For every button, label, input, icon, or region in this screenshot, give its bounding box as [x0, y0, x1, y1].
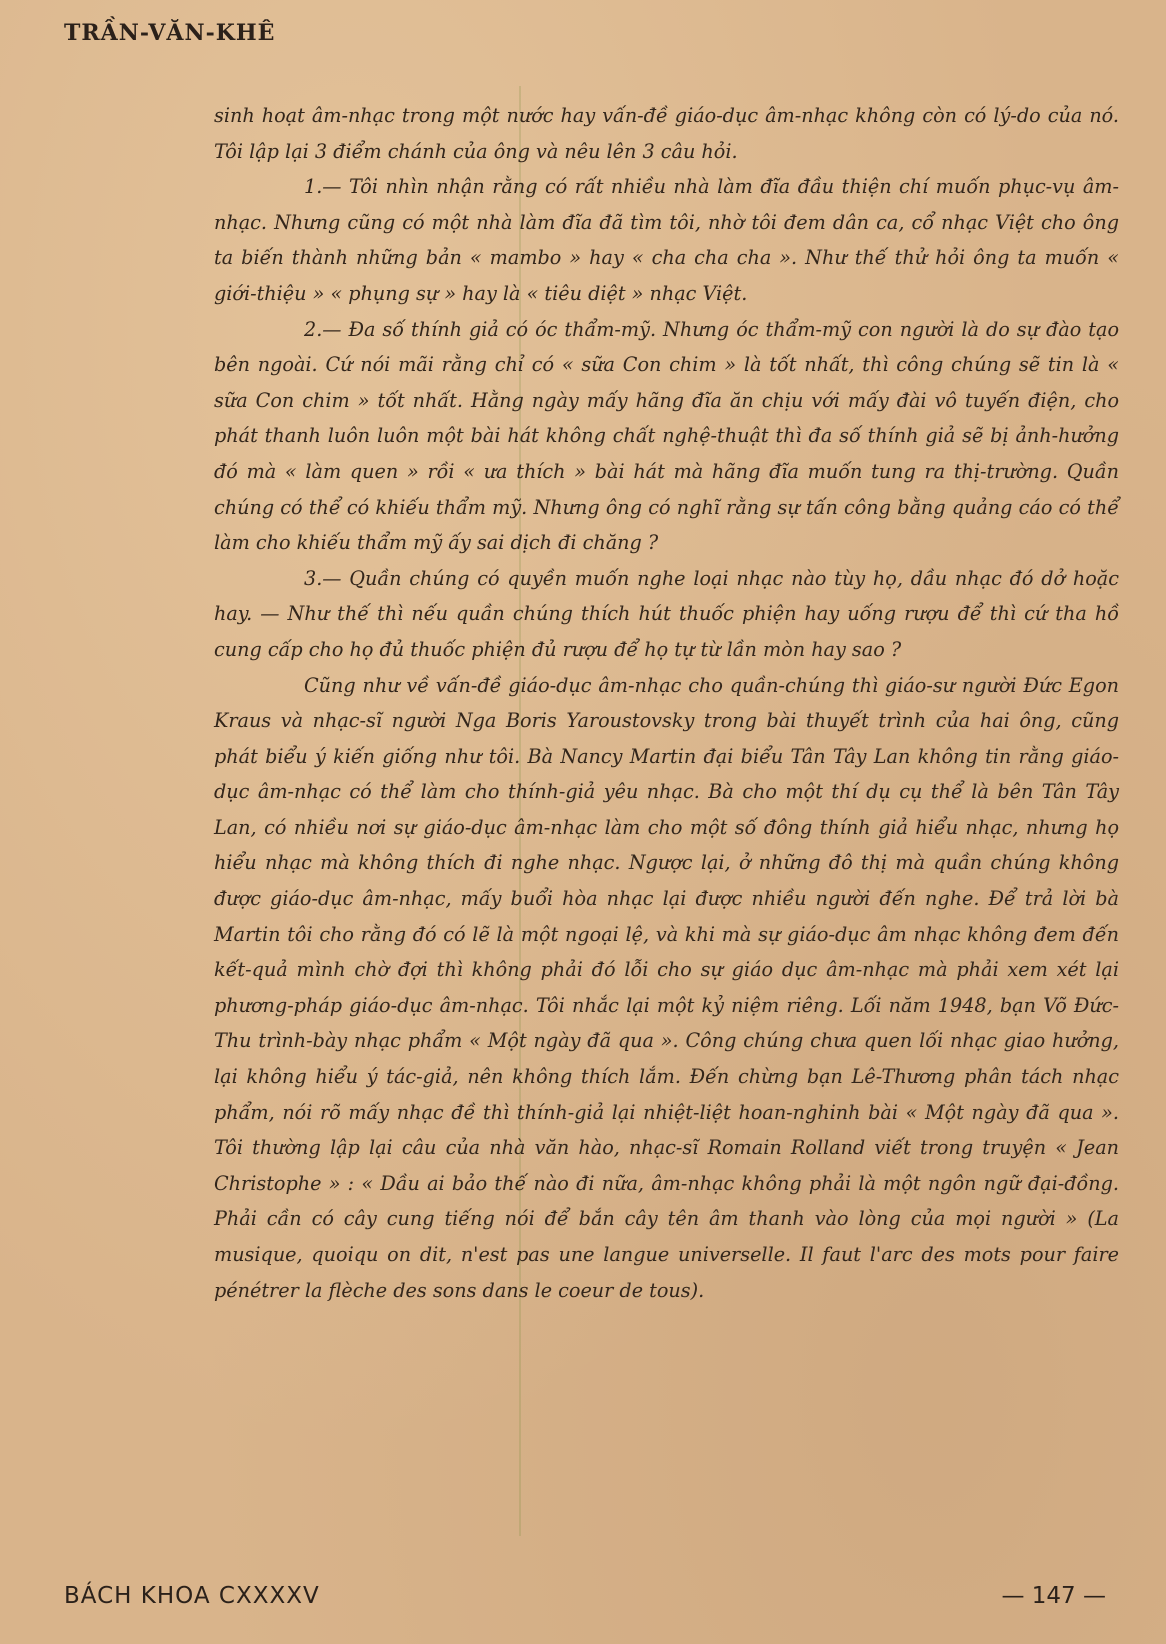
running-head: TRẦN-VĂN-KHÊ: [64, 20, 276, 46]
paragraph-point-1: 1.— Tôi nhìn nhận rằng có rất nhiều nhà làm đĩa đầu thiện chí muốn phục-vụ âm-nhạc. Nhưng cũng có một nhà làm đĩa đã tìm tôi, nhờ tôi đem dân ca, cổ nhạc Việt cho ông ta biến thành những bản « mambo » hay « cha cha cha ». Như thế thử hỏi ông ta muốn « giới-thiệu » « phụng sự » hay là « tiêu diệt » nhạc Việt.: [214, 175, 1119, 305]
paragraph-point-2: 2.— Đa số thính giả có óc thẩm-mỹ. Nhưng óc thẩm-mỹ con người là do sự đào tạo bên ngoài. Cứ nói mãi rằng chỉ có « sữa Con chim » là tốt nhất, thì công chúng sẽ tin là « sữa Con chim » tốt nhất. Hằng ngày mấy hãng đĩa ăn chịu với mấy đài vô tuyến điện, cho phát thanh luôn luôn một bài hát không chất nghệ-thuật thì đa số thính giả sẽ bị ảnh-hưởng đó mà « làm quen » rồi « ưa thích » bài hát mà hãng đĩa muốn tung ra thị-trường. Quần chúng có thể có khiếu thẩm mỹ. Nhưng ông có nghĩ rằng sự tấn công bằng quảng cáo có thể làm cho khiếu thẩm mỹ ấy sai dịch đi chăng ?: [214, 317, 1119, 555]
footer-page-number: — 147 —: [1001, 1583, 1106, 1609]
paragraph-continuation: sinh hoạt âm-nhạc trong một nước hay vấn-đề giáo-dục âm-nhạc không còn có lý-do của nó. Tôi lập lại 3 điểm chánh của ông và nêu lên 3 câu hỏi.: [214, 104, 1119, 163]
paragraph-point-3: 3.— Quần chúng có quyền muốn nghe loại nhạc nào tùy họ, dầu nhạc đó dở hoặc hay. — Như thế thì nếu quần chúng thích hút thuốc phiện hay uống rượu để thì cứ tha hồ cung cấp cho họ đủ thuốc phiện đủ rượu để họ tự từ lần mòn hay sao ?: [214, 566, 1119, 661]
article-body: [214, 98, 1119, 1308]
paragraph-discussion: Cũng như về vấn-đề giáo-dục âm-nhạc cho quần-chúng thì giáo-sư người Đức Egon Kraus và nhạc-sĩ người Nga Boris Yaroustovsky trong bài thuyết trình của hai ông, cũng phát biểu ý kiến giống như tôi. Bà Nancy Martin đại biểu Tân Tây Lan không tin rằng giáo-dục âm-nhạc có thể làm cho thính-giả yêu nhạc. Bà cho một thí dụ cụ thể là bên Tân Tây Lan, có nhiều nơi sự giáo-dục âm-nhạc làm cho một số đông thính giả hiểu nhạc, nhưng họ hiểu nhạc mà không thích đi nghe nhạc. Ngược lại, ở những đô thị mà quần chúng không được giáo-dục âm-nhạc, mấy buổi hòa nhạc lại được nhiều người đến nghe. Để trả lời bà Martin tôi cho rằng đó có lẽ là một ngoại lệ, và khi mà sự giáo-dục âm nhạc không đem đến kết-quả mình chờ đợi thì không phải đó lỗi cho sự giáo dục âm-nhạc mà phải xem xét lại phương-pháp giáo-dục âm-nhạc. Tôi nhắc lại một kỷ niệm riêng. Lối năm 1948, bạn Võ Đức-Thu trình-bày nhạc phẩm « Một ngày đã qua ». Công chúng chưa quen lối nhạc giao hưởng, lại không hiểu ý tác-giả, nên không thích lắm. Đến chừng bạn Lê-Thương phân tách nhạc phẩm, nói rõ mấy nhạc đề thì thính-giả lại nhiệt-liệt hoan-nghinh bài « Một ngày đã qua ». Tôi thường lập lại câu của nhà văn hào, nhạc-sĩ Romain Rolland viết trong truyện « Jean Christophe » : « Dầu ai bảo thế nào đi nữa, âm-nhạc không phải là một ngôn ngữ đại-đồng. Phải cần có cây cung tiếng nói để bắn cây tên âm thanh vào lòng của mọi người » (La musique, quoiqu on dit, n'est pas une langue universelle. Il faut l'arc des mots pour faire pénétrer la flèche des sons dans le coeur de tous).: [214, 673, 1119, 1302]
footer-publication: BÁCH KHOA CXXXXV: [64, 1583, 320, 1609]
